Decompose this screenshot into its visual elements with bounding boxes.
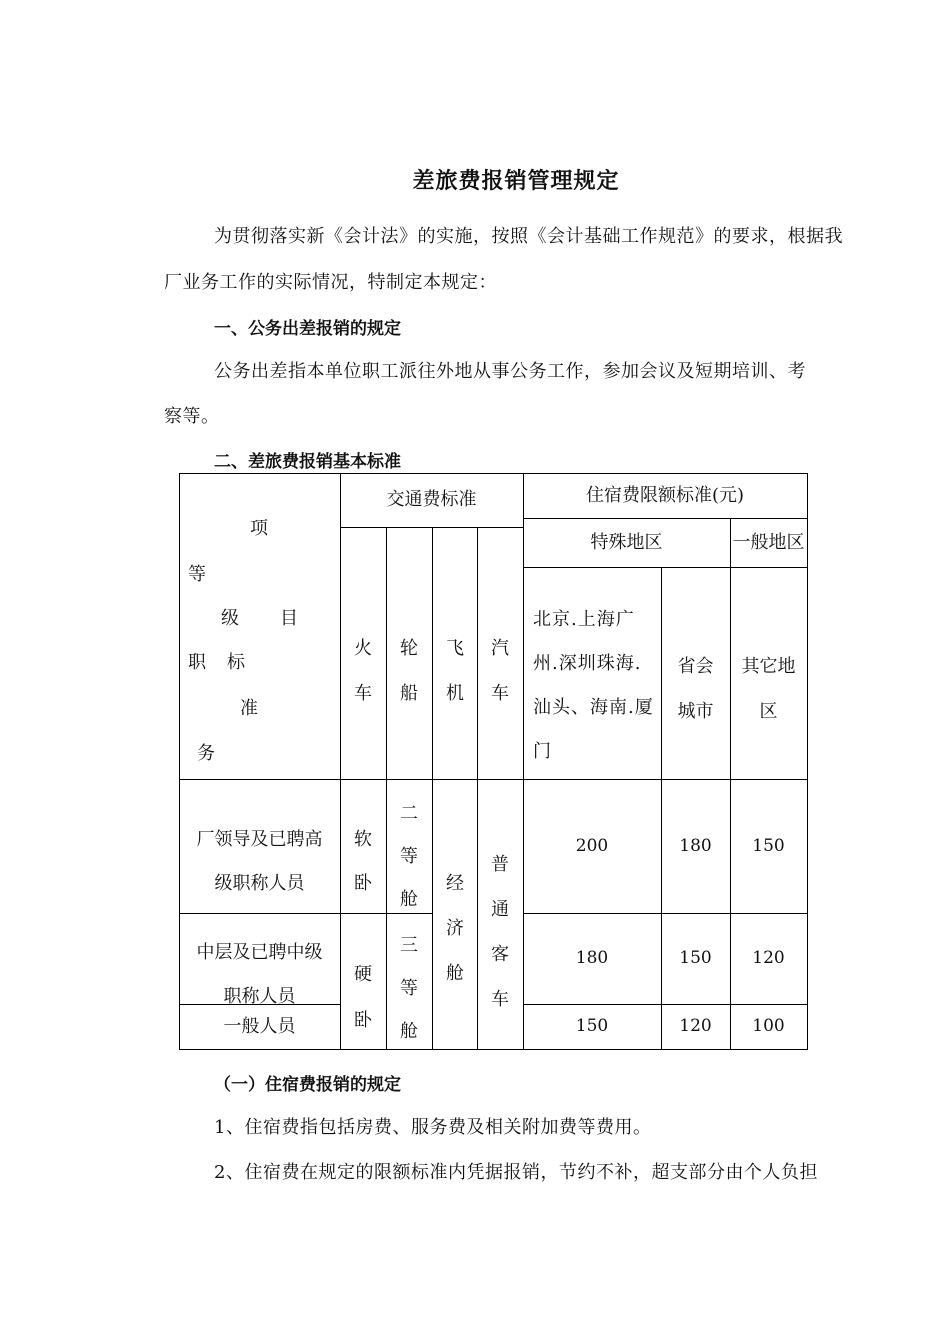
corner-label: 标	[227, 652, 246, 673]
table-line	[432, 527, 433, 1050]
row-position-2: 中层及已聘中级 职称人员	[196, 942, 323, 1007]
corner-label: 等	[188, 564, 207, 585]
car-header: 汽 车	[491, 638, 509, 704]
table-line	[386, 527, 387, 1050]
row-2-special: 180	[575, 948, 609, 969]
row-1-special: 200	[575, 835, 609, 856]
corner-label: 职	[188, 652, 207, 673]
row-1-train: 软 卧	[354, 829, 372, 894]
special-region-header: 特殊地区	[590, 531, 663, 553]
general-region-header: 一般地区	[732, 531, 805, 553]
plane-header: 飞 机	[446, 638, 464, 704]
intro-line-1: 为贯彻落实新《会计法》的实施，按照《会计基础工作规范》的要求，根据我	[214, 226, 843, 247]
other-region-header: 其它地 区	[741, 656, 796, 722]
table-line	[477, 527, 478, 1050]
row-3-special: 150	[575, 1016, 609, 1037]
car-regular-bus: 普 通 客 车	[491, 854, 509, 1010]
row-1-ship: 二 等 舱	[400, 803, 418, 910]
intro-line-2: 厂业务工作的实际情况，特制定本规定：	[164, 272, 497, 293]
transport-header: 交通费标准	[386, 489, 477, 511]
section-1-line-1: 公务出差指本单位职工派往外地从事公务工作，参加会议及短期培训、考	[214, 361, 806, 382]
provincial-city-header: 省会 城市	[677, 656, 714, 722]
corner-label: 级	[221, 608, 240, 629]
train-header: 火 车	[354, 638, 372, 704]
row-2-other: 120	[752, 948, 785, 969]
train-hard-sleeper: 硬 卧	[354, 964, 372, 1031]
row-1-other: 150	[752, 835, 785, 856]
page-title: 差旅费报销管理规定	[412, 169, 620, 194]
section-1-heading: 一、公务出差报销的规定	[214, 319, 401, 339]
row-position-3: 一般人员	[223, 1015, 296, 1037]
row-3-provincial: 120	[679, 1016, 712, 1037]
row-2-provincial: 150	[679, 948, 712, 969]
item-2: 2、住宿费在规定的限额标准内凭据报销，节约不补，超支部分由个人负担	[214, 1162, 818, 1183]
corner-label: 务	[197, 743, 216, 764]
table-border-bottom	[179, 1049, 807, 1050]
corner-label: 准	[240, 698, 259, 719]
lodging-header: 住宿费限额标准(元)	[585, 484, 745, 506]
ship-header: 轮 船	[400, 638, 418, 704]
plane-economy: 经 济 舱	[446, 873, 464, 984]
special-cities-header: 北京.上海广 州.深圳珠海. 汕头、海南.厦 门	[533, 609, 654, 762]
row-2-ship: 三 等 舱	[400, 935, 418, 1042]
table-border-right	[807, 473, 808, 1050]
section-1-line-2: 察等。	[164, 406, 220, 427]
item-1: 1、住宿费指包括房费、服务费及相关附加费等费用。	[214, 1117, 652, 1138]
row-3-other: 100	[752, 1016, 785, 1037]
row-1-provincial: 180	[679, 835, 712, 856]
subsection-1-heading: （一）住宿费报销的规定	[214, 1075, 401, 1095]
section-2-heading: 二、差旅费报销基本标准	[214, 452, 401, 472]
corner-label: 项	[250, 518, 269, 539]
table-line	[340, 473, 341, 1050]
table-line	[523, 567, 807, 568]
corner-label: 目	[280, 608, 299, 629]
row-position-1: 厂领导及已聘高 级职称人员	[196, 829, 323, 894]
